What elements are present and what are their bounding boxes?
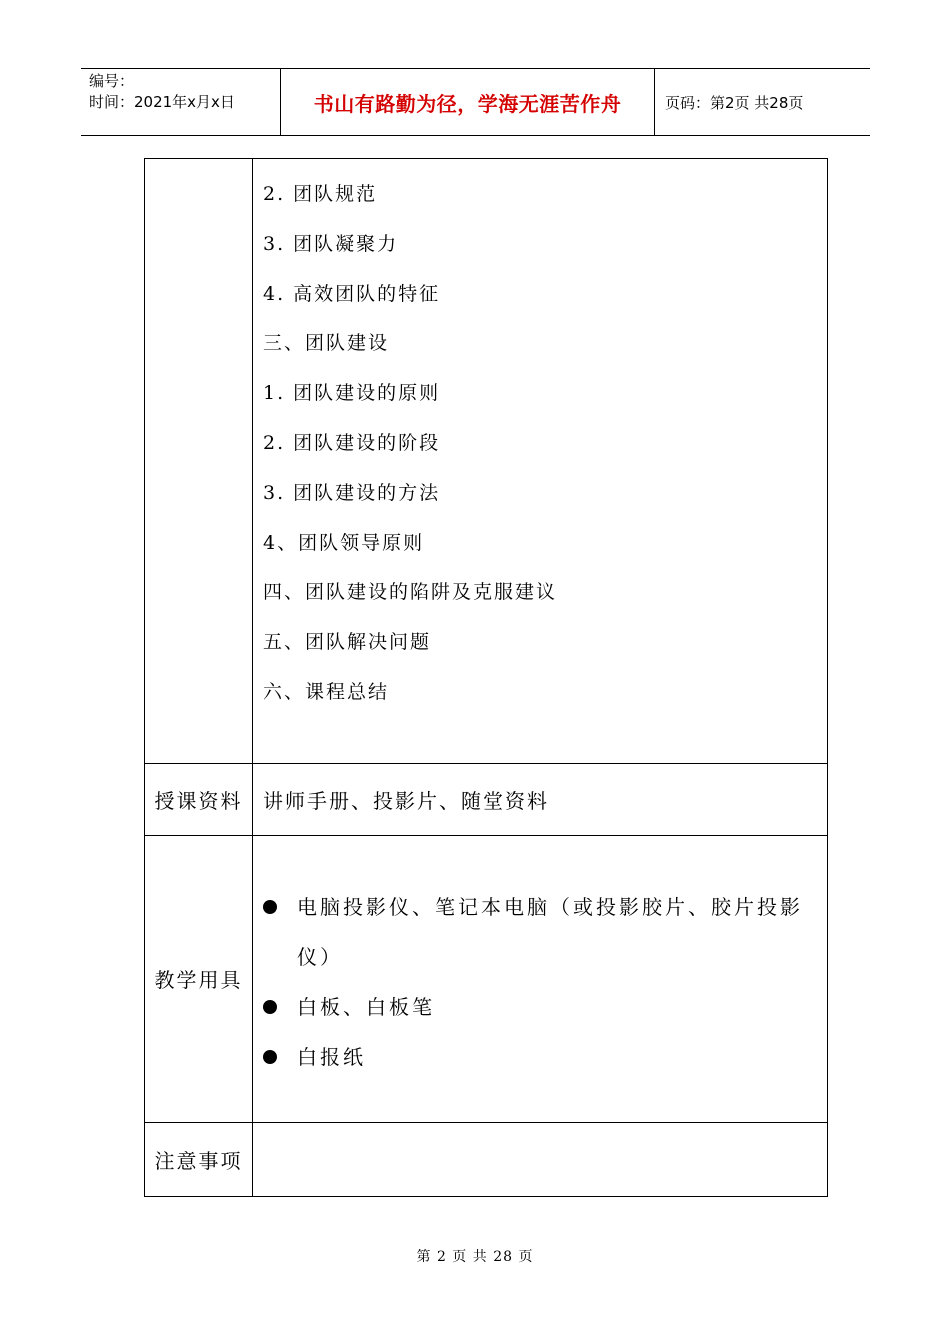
header-page-info: 页码：第2页 共28页 [665,93,804,112]
outline-list [263,159,827,763]
outline-item: 3. 团队建设的方法 [263,481,441,504]
page-header [81,68,870,136]
tools-label: 教学用具 [145,835,253,1122]
bullet-icon [263,1050,277,1064]
tools-item [263,882,827,982]
outline-item: 4. 高效团队的特征 [263,282,441,305]
course-table [144,158,828,1197]
notes-value [253,1122,828,1196]
outline-item: 五、团队解决问题 [263,631,432,654]
outline-item: 六、课程总结 [263,680,390,703]
outline-item: 3. 团队凝聚力 [263,232,399,255]
tools-item [263,982,827,1032]
outline-label-cell [145,159,253,764]
time-label: 时间：2021年x月x日 [89,93,235,111]
number-label: 编号： [89,72,135,90]
tools-content-cell [253,835,828,1122]
tools-item-text: 电脑投影仪、笔记本电脑（或投影胶片、胶片投影仪） [297,894,803,969]
notes-row [145,1122,828,1196]
outline-item: 1. 团队建设的原则 [263,382,441,405]
tools-item [263,1032,827,1082]
outline-item: 三、团队建设 [263,332,390,355]
bullet-icon [263,900,277,914]
outline-item: 四、团队建设的陷阱及克服建议 [263,581,558,604]
materials-value: 讲师手册、投影片、随堂资料 [253,763,828,835]
materials-label: 授课资料 [145,763,253,835]
bullet-icon [263,1000,277,1014]
header-meta [81,69,281,135]
outline-item: 2. 团队规范 [263,183,378,205]
tools-item-text: 白报纸 [297,1044,366,1069]
page-footer: 第 2 页 共 28 页 [416,1249,534,1265]
header-motto: 书山有路勤为径，学海无涯苦作舟 [281,69,655,135]
tools-list [263,836,827,1122]
outline-row [145,159,828,764]
outline-content-cell [253,159,828,764]
outline-item: 4、团队领导原则 [263,531,425,554]
notes-label: 注意事项 [145,1122,253,1196]
tools-item-text: 白板、白板笔 [297,994,435,1019]
tools-row [145,835,828,1122]
materials-row [145,763,828,835]
outline-item: 2. 团队建设的阶段 [263,431,441,454]
